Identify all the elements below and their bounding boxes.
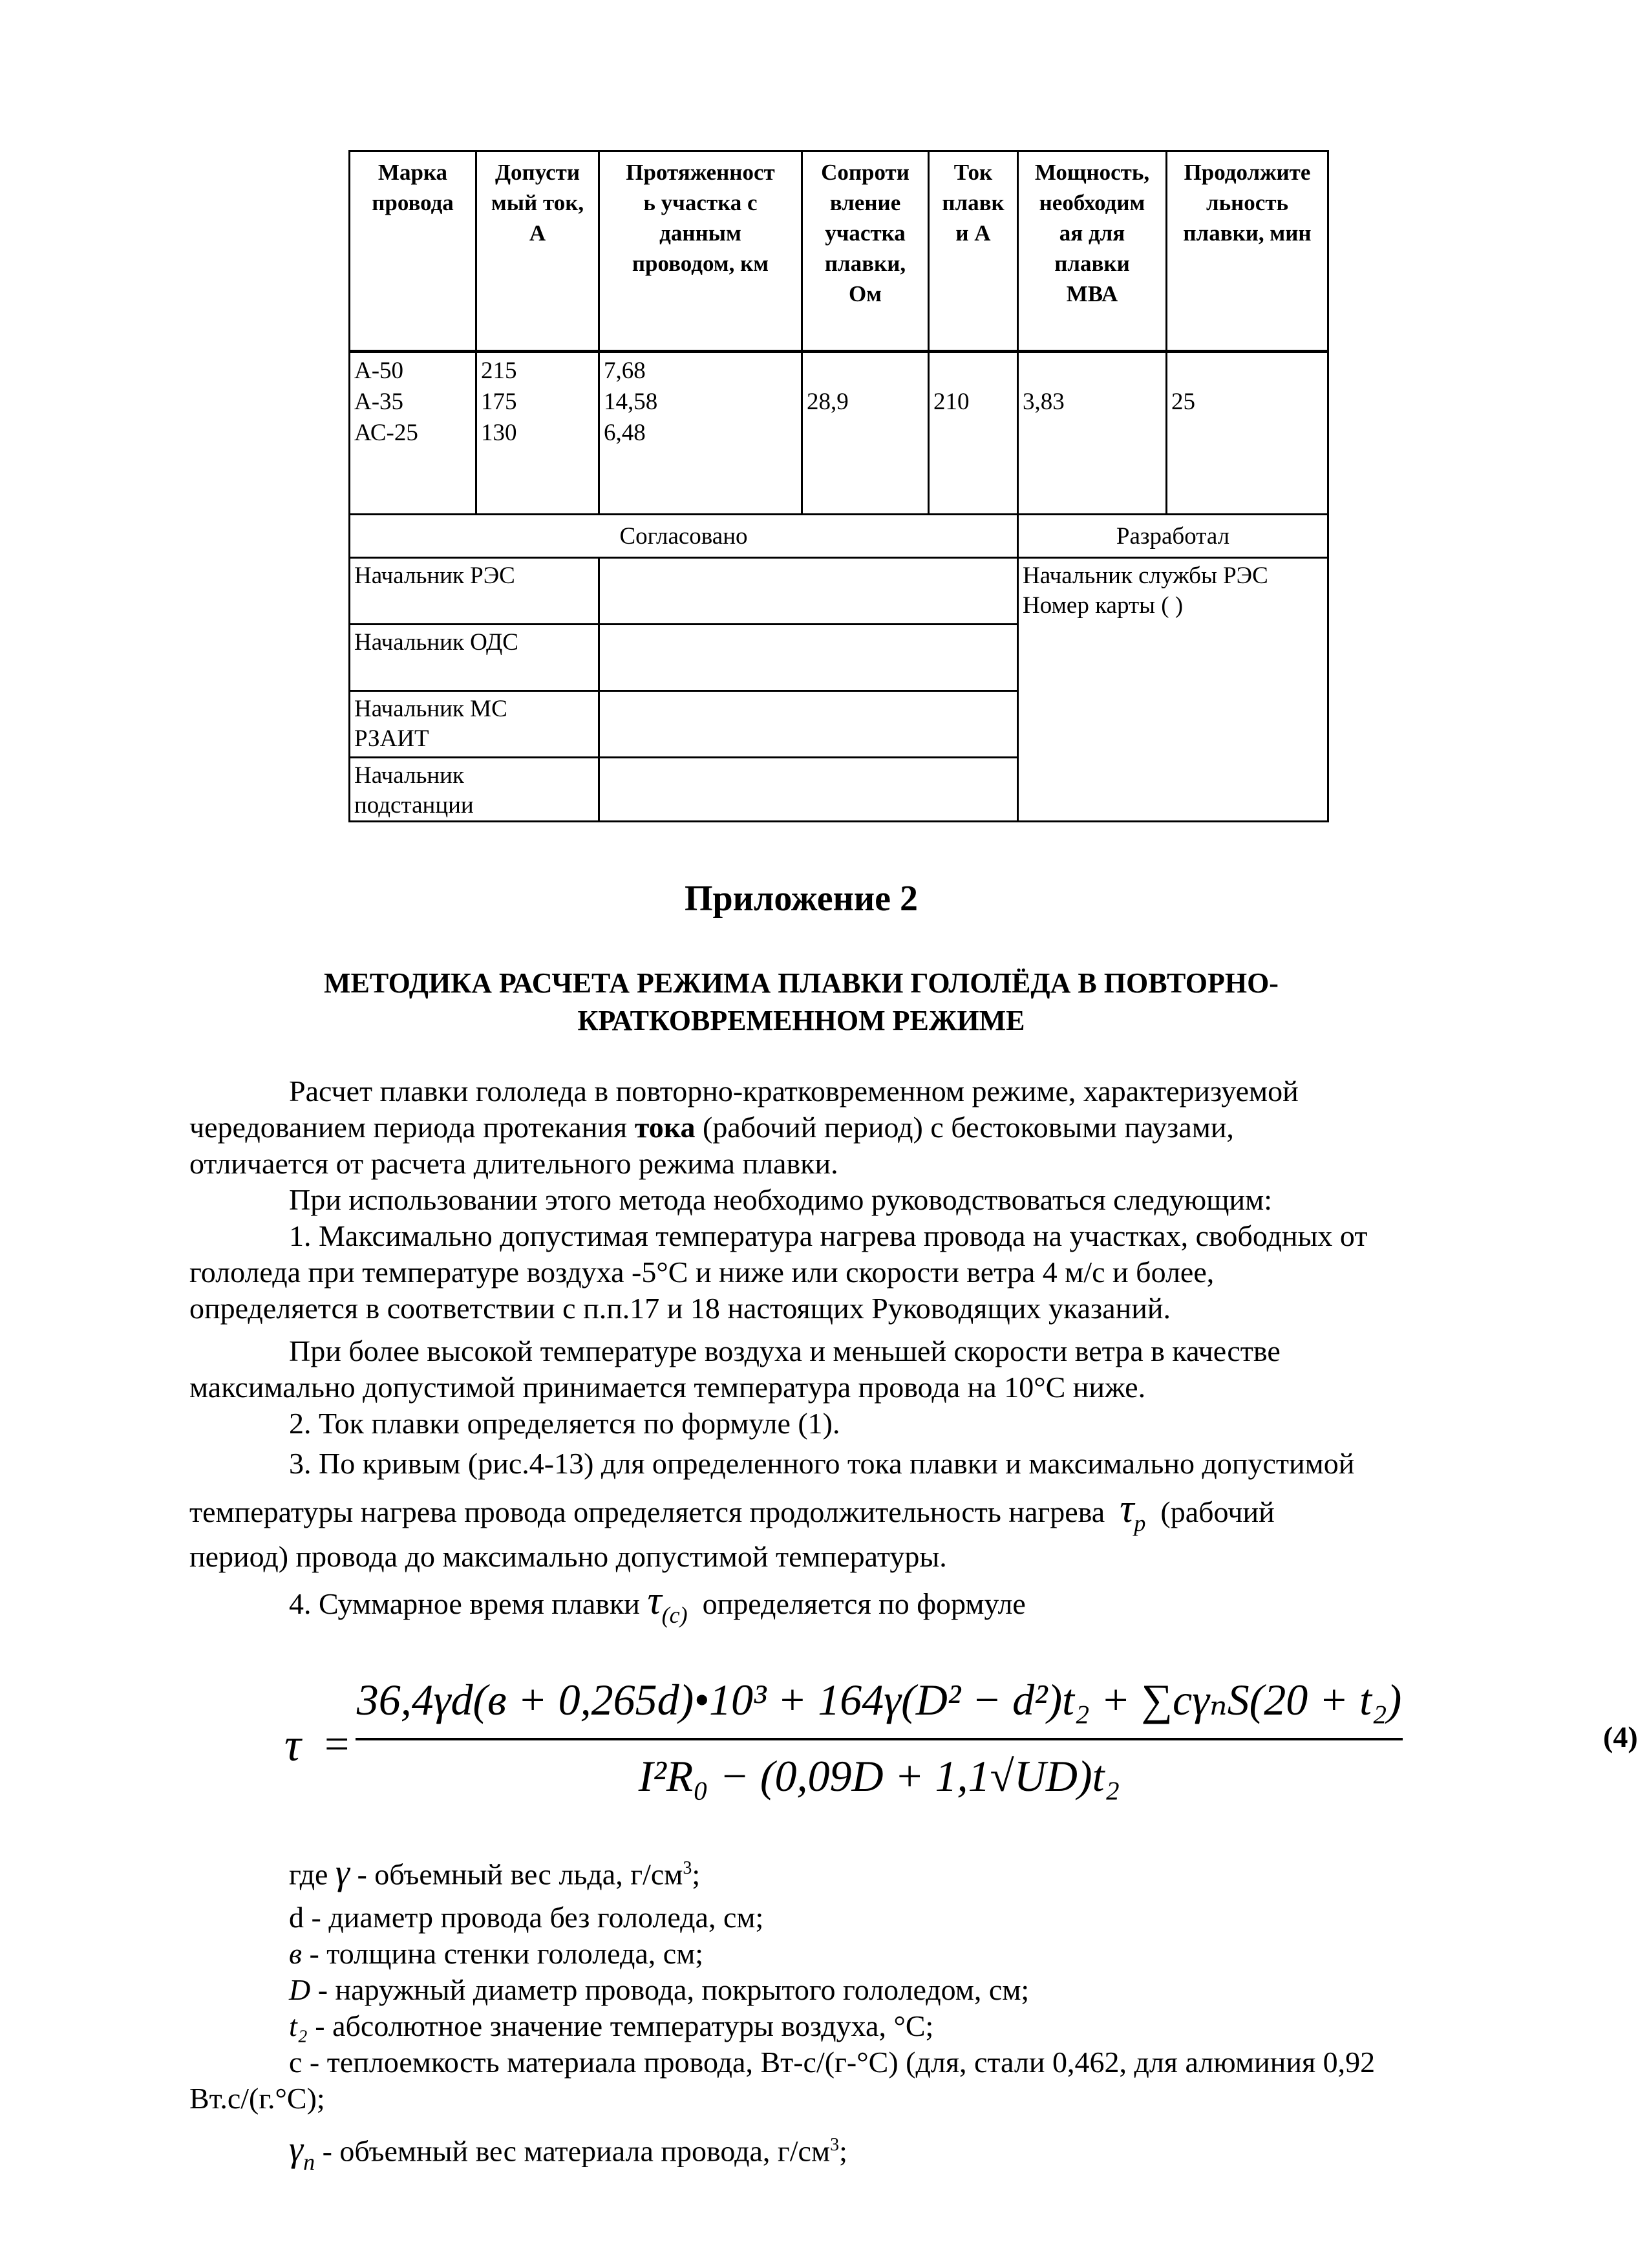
signature-field <box>599 691 1018 758</box>
table-header-row <box>350 151 1328 352</box>
definition-line: с - теплоемкость материала провода, Вт-с/(г-°С) (для, стали 0,462, для алюминия 0,92 <box>289 2046 1376 2079</box>
subscript-c: (c) <box>661 1602 688 1628</box>
definition-line: где γ - объемный вес льда, $г/см^3$; <box>289 1852 701 1893</box>
header-cell: Марка провода <box>350 151 476 352</box>
formula-denominator: I²R₀ − (0,09D + 1,1√UD)t₂ <box>638 1751 1120 1801</box>
formula-number: (4) <box>1603 1720 1638 1753</box>
paragraph-line: отличается от расчета длительного режима плавки. <box>189 1147 838 1180</box>
subscript-n: n <box>303 2149 315 2176</box>
paragraph-line: 1. Максимально допустимая температура нагрева провода на участках, свободных от <box>289 1219 1368 1252</box>
signatory-label: Начальник МС РЗАИТ <box>350 691 599 758</box>
table-row <box>350 352 1328 515</box>
developer-block: Начальник службы РЭС Номер карты ( ) <box>1018 558 1328 822</box>
definition-line: D - наружный диаметр провода, покрытого гололедом, см; <box>289 1973 1030 2006</box>
method-title: МЕТОДИКА РАСЧЕТА РЕЖИМА ПЛАВКИ ГОЛОЛЁДА В ПОВТОРНО- КРАТКОВРЕМЕННОМ РЕЖИМЕ <box>324 967 1279 1036</box>
tau-symbol: τ <box>647 1579 662 1623</box>
paragraph-line: При более высокой температуре воздуха и меньшей скорости ветра в качестве <box>289 1334 1281 1367</box>
header-cell: Сопроти вление участка плавки, Ом <box>802 151 929 352</box>
signatory-row <box>350 558 1328 625</box>
paragraph-line: При использовании этого метода необходимо руководствоваться следующим: <box>289 1183 1273 1216</box>
resistance-cell: 28,9 <box>802 352 929 515</box>
definition-line: d - диаметр провода без гололеда, см; <box>289 1901 764 1934</box>
wire-brand-cell: А-50 А-35 АС-25 <box>350 352 476 515</box>
formula-lhs: τ <box>284 1719 301 1771</box>
header-cell: Ток плавк и А <box>929 151 1018 352</box>
melting-time-formula <box>284 1668 1638 1823</box>
tau-symbol: τ <box>1120 1487 1134 1531</box>
signatory-label: Начальник РЭС <box>350 558 599 625</box>
fraction-bar <box>356 1738 1403 1740</box>
paragraph-line: Расчет плавки гололеда в повторно-кратковременном режиме, характеризуемой <box>289 1075 1299 1107</box>
definition-line: Вт.с/(г.°С); <box>189 2082 325 2115</box>
duration-cell: 25 <box>1167 352 1328 515</box>
formula-numerator: 36,4γd(в + 0,265d)•10³ + 164γ(D² − d²)t₂ + ∑cγₙS(20 + t₂) <box>356 1675 1402 1724</box>
paragraph-line: температуры нагрева провода определяется продолжительность нагрева $\tau_p$ (рабочий <box>189 1487 1275 1536</box>
developed-label: Разработал <box>1018 515 1328 558</box>
allowed-current-cell: 215 175 130 <box>476 352 599 515</box>
length-cell: 7,68 14,58 6,48 <box>599 352 802 515</box>
melting-card-table <box>348 150 1329 822</box>
paragraph-line: 4. Суммарное время плавки $\tau_{(c)}$ определяется по формуле <box>289 1579 1026 1628</box>
signatory-label: Начальник ОДС <box>350 625 599 691</box>
paragraph-line: чередованием периода протекания тока (рабочий период) с бестоковыми паузами, <box>189 1111 1234 1144</box>
paragraph-line: максимально допустимой принимается температура провода на 10°С ниже. <box>189 1371 1146 1404</box>
appendix-title: Приложение 2 <box>684 879 919 919</box>
paragraph-line: 3. По кривым (рис.4-13) для определенного тока плавки и максимально допустимой <box>289 1447 1355 1480</box>
signature-field <box>599 625 1018 691</box>
paragraph-line: 2. Ток плавки определяется по формуле (1). <box>289 1407 840 1440</box>
gamma-n-symbol: γ <box>289 2129 304 2170</box>
paragraph-line: период) провода до максимально допустимой температуры. <box>189 1540 947 1573</box>
agreed-label: Согласовано <box>350 515 1018 558</box>
signature-field <box>599 558 1018 625</box>
power-cell: 3,83 <box>1018 352 1167 515</box>
header-cell: Протяженност ь участка с данным проводом, км <box>599 151 802 352</box>
signature-field <box>599 758 1018 822</box>
equals-sign: = <box>324 1719 350 1768</box>
definition-line: в - толщина стенки гололеда, см; <box>289 1937 704 1970</box>
definition-line: t₂ - абсолютное значение температуры воздуха, °С; <box>289 2009 934 2042</box>
signatory-label: Начальник подстанции <box>350 758 599 822</box>
definition-line: $\gamma_n$ - объемный вес материала провода, $г/см^3$; <box>289 2129 847 2176</box>
melt-current-cell: 210 <box>929 352 1018 515</box>
paragraph-line: гололеда при температуре воздуха -5°С и ниже или скорости ветра 4 м/с и более, <box>189 1256 1215 1289</box>
paragraph-line: определяется в соответствии с п.п.17 и 18 настоящих Руководящих указаний. <box>189 1292 1171 1325</box>
header-cell: Допусти мый ток, А <box>476 151 599 352</box>
header-cell: Мощность, необходим ая для плавки МВА <box>1018 151 1167 352</box>
approval-header-row <box>350 515 1328 558</box>
gamma-symbol: γ <box>335 1852 350 1893</box>
header-cell: Продолжите льность плавки, мин <box>1167 151 1328 352</box>
subscript-p: p <box>1134 1510 1146 1536</box>
